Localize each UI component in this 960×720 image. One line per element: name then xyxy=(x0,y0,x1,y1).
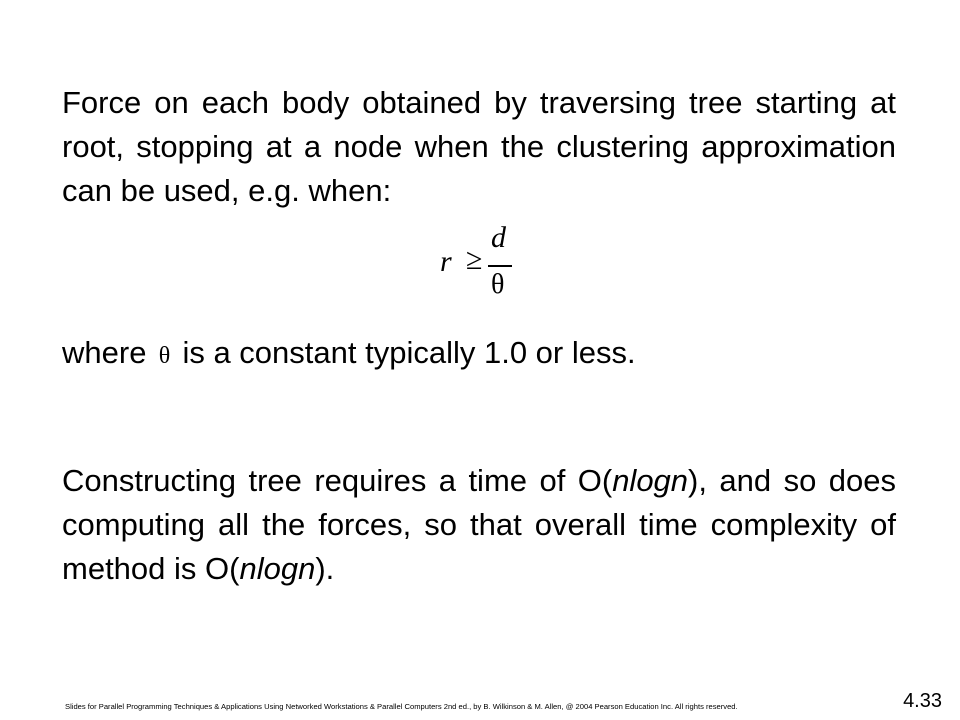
fraction-bar xyxy=(488,265,512,267)
complexity-nlogn-2: nlogn xyxy=(239,551,316,586)
paragraph-force-traversal: Force on each body obtained by traversing tree starting at root, stopping at a node when the clustering approximation can be used, e.g. when: xyxy=(62,85,896,208)
paragraph-complexity xyxy=(62,459,896,591)
complexity-nlogn-1: nlogn xyxy=(612,463,689,498)
formula-geq-symbol: ≥ xyxy=(466,243,483,276)
formula-denominator: θ xyxy=(491,269,505,300)
paragraph-theta-definition xyxy=(62,331,636,378)
opening-angle-formula xyxy=(436,221,536,315)
formula-numerator: d xyxy=(491,221,506,254)
slide-number: 4.33 xyxy=(903,690,942,712)
theta-definition-text: is a constant typically 1.0 or less. xyxy=(182,335,636,370)
where-text: where xyxy=(62,335,147,370)
slide-footer-credits: Slides for Parallel Programming Techniques & Applications Using Networked Workstations & Parallel Computers 2nd ed., by B. Wilkinson & M. Allen, @ 2004 Pearson Education Inc. All rights reserved. xyxy=(65,702,738,711)
theta-symbol: θ xyxy=(158,343,171,369)
complexity-text-2: ), and so does computing all the forces, so that overall time complexity of method is O( xyxy=(62,463,896,586)
formula-lhs: r xyxy=(440,245,452,278)
complexity-text-1: Constructing tree requires a time of O( xyxy=(62,463,613,498)
complexity-text-3: ). xyxy=(315,551,335,586)
